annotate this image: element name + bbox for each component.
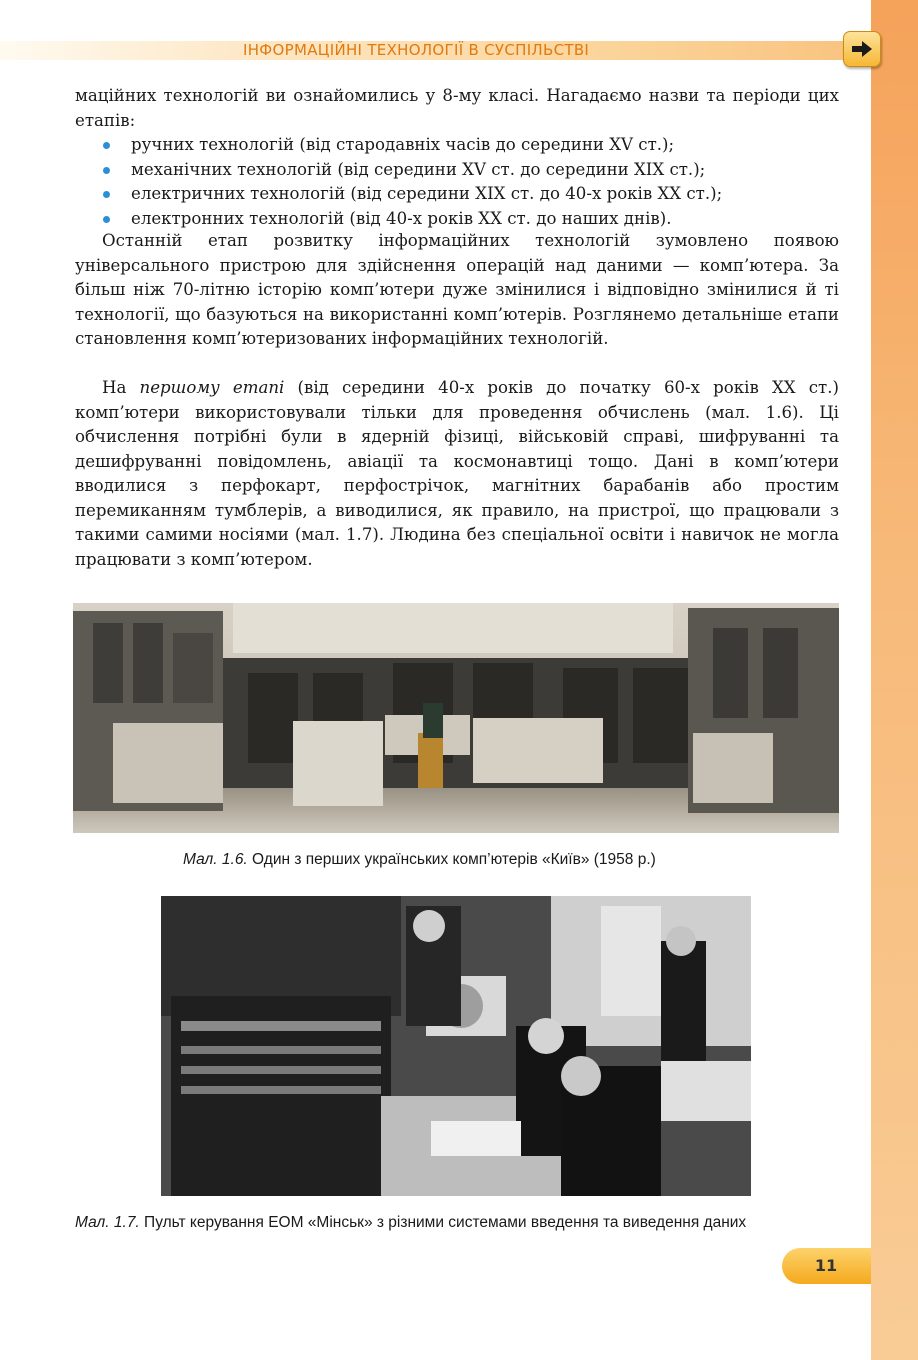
list-item: електричних технологій (від середини XIX ст. до 40-х років XX ст.);	[100, 182, 840, 207]
p3-start: На	[102, 378, 140, 397]
list-item: електронних технологій (від 40-х років XX ст. до наших днів).	[100, 207, 840, 232]
paragraph-first-stage	[75, 376, 839, 572]
next-page-button[interactable]	[843, 31, 881, 67]
figure-caption-text: Пульт керування ЕОМ «Мінськ» з різними системами введення та виведення даних	[139, 1214, 747, 1231]
side-color-bar	[871, 0, 918, 1360]
page-number: 11	[814, 1256, 838, 1275]
p3-emphasis: першому етапі	[139, 378, 285, 397]
photo-control-panel	[161, 896, 751, 1196]
running-header-title: ІНФОРМАЦІЙНІ ТЕХНОЛОГІЇ В СУСПІЛЬСТВІ	[243, 41, 590, 59]
photo-computer-room	[73, 603, 839, 833]
list-item: ручних технологій (від стародавніх часів до середини XV ст.);	[100, 133, 840, 158]
figure-label: Мал. 1.7.	[75, 1214, 140, 1231]
paragraph-last-stage: Останній етап розвитку інформаційних технологій зумовлено появою універсального пристрою для здійснення операцій над даними — комп’ютера. За більш ніж 70-літню історію комп’ютери дуже змінилися і відповідно змінилися й ті технології, що базуються на використанні комп’ютерів. Розглянемо детальніше етапи становлення комп’ютеризованих інформаційних технологій.	[75, 231, 839, 348]
figure-label: Мал. 1.6.	[183, 851, 248, 868]
figure-1-6-caption	[183, 851, 656, 869]
p3-rest: (від середини 40-х років до початку 60-х років XX ст.) комп’ютери використовували тільки для проведення обчислень (мал. 1.6). Ці обчислення потрібні були в ядерній фізиці, військовій справі, шифруванні та дешифруванні повідомлень, авіації та космонавтиці тощо. Дані в комп’ютери вводилися з перфокарт, перфострічок, магнітних барабанів або простим перемиканням тумблерів, а виводилися, як правило, на пристрої, що працювали з такими самими носіями (мал. 1.7). Людина без спеціальної освіти і навичок не могла працювати з комп’ютером.	[75, 378, 839, 569]
stages-list	[100, 133, 840, 231]
list-item: механічних технологій (від середини XV ст. до середини XIX ст.);	[100, 158, 840, 183]
paragraph-intro: маційних технологій ви ознайомились у 8-му класі. Нагадаємо назви та періоди цих етапів:	[75, 86, 839, 130]
figure-minsk-console-photo	[161, 896, 751, 1196]
figure-1-7-caption	[75, 1214, 746, 1232]
figure-kyiv-computer-photo	[73, 603, 839, 833]
figure-caption-text: Один з перших українських комп’ютерів «Київ» (1958 р.)	[247, 851, 656, 868]
arrow-right-icon	[851, 39, 873, 59]
